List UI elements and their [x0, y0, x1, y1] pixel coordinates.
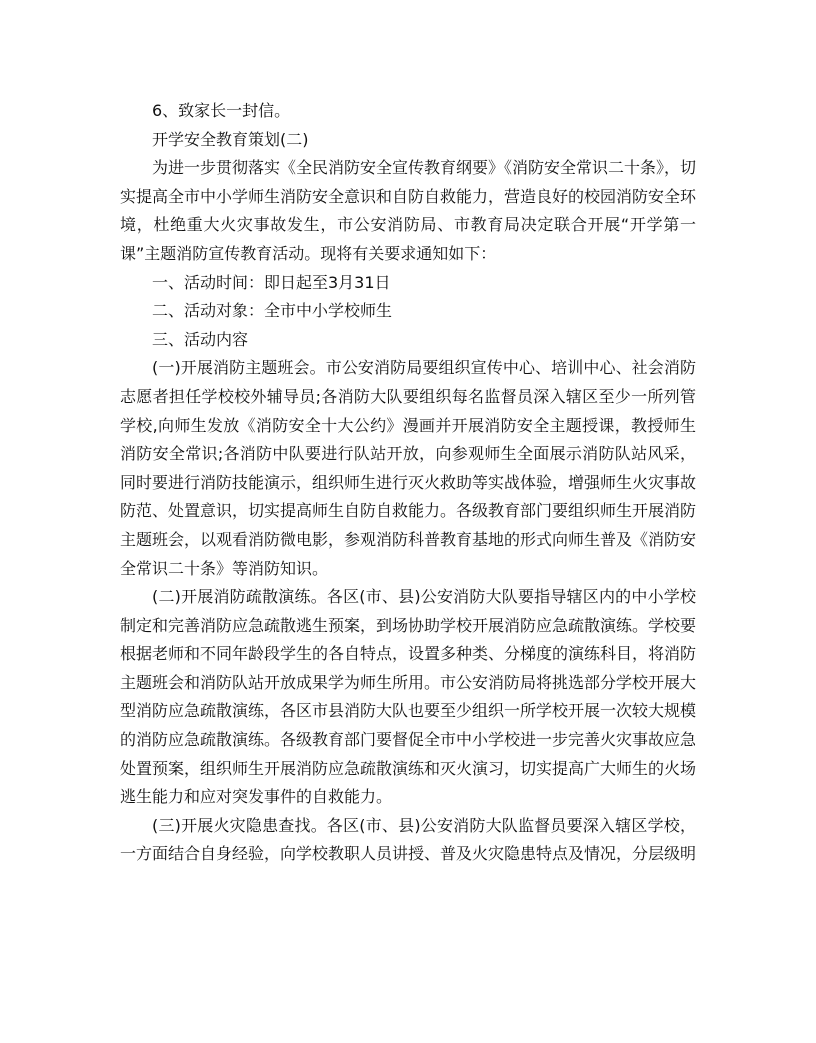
evacuation-drill-paragraph: (二)开展消防疏散演练。各区(市、县)公安消防大队要指导辖区内的中小学校制定和完善消防应急疏散逃生预案，到场协助学校开展消防应急疏散演练。学校要根据老师和不同年龄段学生的各自特点，设置多种类、分梯度的演练科目，将消防主题班会和消防队站开放成果学为师生所用。市公安消防局将挑选部分学校开展大型消防应急疏散演练，各区市县消防大队也要至少组织一所学校开展一次较大规模的消防应急疏散演练。各级教育部门要督促全市中小学校进一步完善火灾事故应急处置预案，组织师生开展消防应急疏散演练和灭火演习，切实提高广大师生的火场逃生能力和应对突发事件的自救能力。 — [120, 587, 697, 807]
document-body — [120, 97, 696, 869]
activity-time: 一、活动时间：即日起至3月31日 — [152, 272, 391, 292]
hazard-check-paragraph: (三)开展火灾隐患查找。各区(市、县)公安消防大队监督员要深入辖区学校，一方面结合自身经验，向学校教职人员讲授、普及火灾隐患特点及情况，分层级明 — [120, 815, 697, 864]
section-heading: 开学安全教育策划(二) — [152, 129, 309, 149]
activity-target: 二、活动对象：全市中小学校师生 — [152, 301, 393, 321]
paragraph-item-6: 6、致家长一封信。 — [152, 101, 291, 120]
activity-content-heading: 三、活动内容 — [152, 329, 249, 349]
theme-class-paragraph: (一)开展消防主题班会。市公安消防局要组织宣传中心、培训中心、社会消防志愿者担任学校校外辅导员;各消防大队要组织每名监督员深入辖区至少一所列管学校,向师生发放《消防安全十大公约》漫画并开展消防安全主题授课，教授师生消防安全常识;各消防中队要进行队站开放，向参观师生全面展示消防队站风采，同时要进行消防技能演示，组织师生进行灭火救助等实战体验，增强师生火灾事故防范、处置意识，切实提高师生自防自救能力。各级教育部门要组织师生开展消防主题班会，以观看消防微电影，参观消防科普教育基地的形式向师生普及《消防安全常识二十条》等消防知识。 — [120, 358, 697, 578]
intro-paragraph: 为进一步贯彻落实《全民消防安全宣传教育纲要》《消防安全常识二十条》，切实提高全市中小学师生消防安全意识和自防自救能力，营造良好的校园消防安全环境，杜绝重大火灾事故发生，市公安消防局、市教育局决定联合开展“开学第一课”主题消防宣传教育活动。现将有关要求通知如下： — [120, 158, 697, 263]
